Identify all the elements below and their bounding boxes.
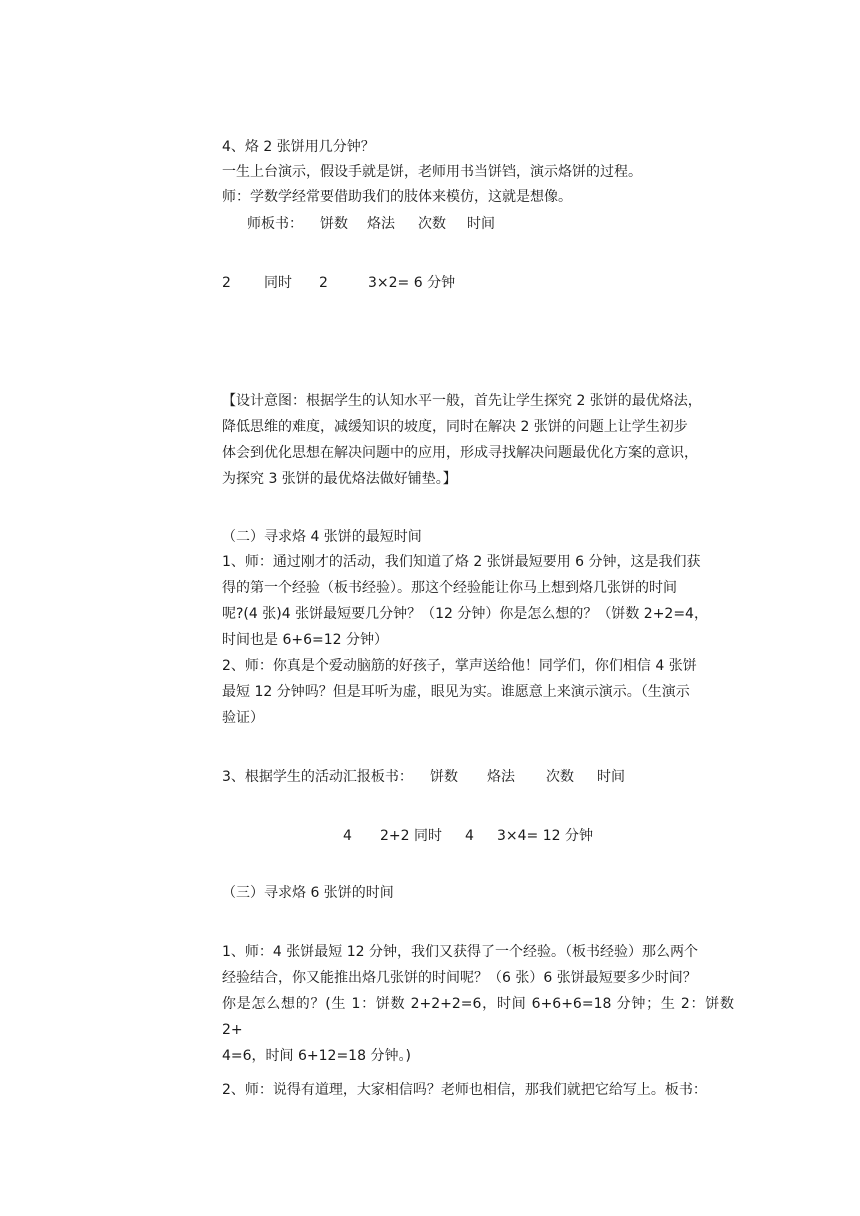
text-line: 你是怎么想的？(生 1：饼数 2+2+2=6，时间 6+6+6=18 分钟；生 2：饼数 2+	[222, 996, 734, 1038]
board-value: 同时	[264, 275, 292, 291]
board-header: 烙法	[367, 216, 395, 232]
text-line: 2、师：你真是个爱动脑筋的好孩子，掌声送给他！同学们，你们相信 4 张饼	[222, 658, 697, 674]
board-label: 师板书：	[247, 216, 303, 232]
section-heading: 4、烙 2 张饼用几分钟？	[222, 139, 375, 155]
board-value: 4	[343, 828, 352, 844]
paragraph-item-2	[222, 653, 734, 731]
text-line: 一生上台演示，假设手就是饼，老师用书当饼铛，演示烙饼的过程。	[222, 164, 642, 180]
text-line: 【设计意图：根据学生的认知水平一般，首先让学生探究 2 张饼的最优烙法，	[222, 393, 702, 409]
text-line: 经验结合，你又能推出烙几张饼的时间呢？（6 张）6 张饼最短要多少时间？	[222, 970, 697, 986]
board-value-row	[0, 826, 860, 846]
board-value: 3×4= 12 分钟	[497, 828, 593, 844]
board-header-row	[0, 767, 860, 787]
text-line: 1、师：4 张饼最短 12 分钟，我们又获得了一个经验。（板书经验）那么两个	[222, 944, 698, 960]
board-value: 2	[319, 275, 328, 291]
board-header: 饼数	[320, 216, 348, 232]
text-line: 降低思维的难度，减缓知识的坡度，同时在解决 2 张饼的问题上让学生初步	[222, 419, 688, 435]
text-line: 1、师：通过刚才的活动，我们知道了烙 2 张饼最短要用 6 分钟，这是我们获	[222, 554, 701, 570]
text-line: 师：学数学经常要借助我们的肢体来模仿，这就是想像。	[222, 189, 572, 205]
text-line: 为探究 3 张饼的最优烙法做好铺垫。】	[222, 471, 457, 487]
board-header: 烙法	[487, 769, 515, 785]
board-value: 4	[465, 828, 474, 844]
board-header: 时间	[467, 216, 495, 232]
text-line: 呢?(4 张)4 张饼最短要几分钟？（12 分钟）你是怎么想的？（饼数 2+2=4，	[222, 606, 708, 622]
paragraph-item-1	[222, 939, 734, 1069]
section-title: （三）寻求烙 6 张饼的时间	[222, 885, 394, 901]
board-label: 3、根据学生的活动汇报板书：	[222, 769, 413, 785]
text-line: 最短 12 分钟吗？但是耳听为虚，眼见为实。谁愿意上来演示演示。（生演示	[222, 684, 690, 700]
text-line: 时间也是 6+6=12 分钟）	[222, 632, 388, 648]
text-line: 2、师：说得有道理，大家相信吗？老师也相信，那我们就把它给写上。板书：	[222, 1082, 707, 1098]
text-line: 体会到优化思想在解决问题中的应用，形成寻找解决问题最优化方案的意识，	[222, 445, 698, 461]
board-value-row	[0, 273, 860, 293]
board-value: 2	[222, 275, 231, 291]
text-line: 验证）	[222, 710, 264, 726]
text-line: 得的第一个经验（板书经验）。那这个经验能让你马上想到烙几张饼的时间	[222, 580, 677, 596]
text-line: 4=6，时间 6+12=18 分钟。)	[222, 1048, 411, 1064]
board-header: 饼数	[430, 769, 458, 785]
board-header-row	[0, 214, 860, 234]
board-header: 次数	[546, 769, 574, 785]
board-value: 2+2 同时	[380, 828, 442, 844]
board-header: 次数	[418, 216, 446, 232]
paragraph-item-1	[222, 549, 734, 653]
board-header: 时间	[597, 769, 625, 785]
section-title: （二）寻求烙 4 张饼的最短时间	[222, 529, 422, 545]
board-value: 3×2= 6 分钟	[368, 275, 456, 291]
design-intent-paragraph	[222, 388, 734, 492]
